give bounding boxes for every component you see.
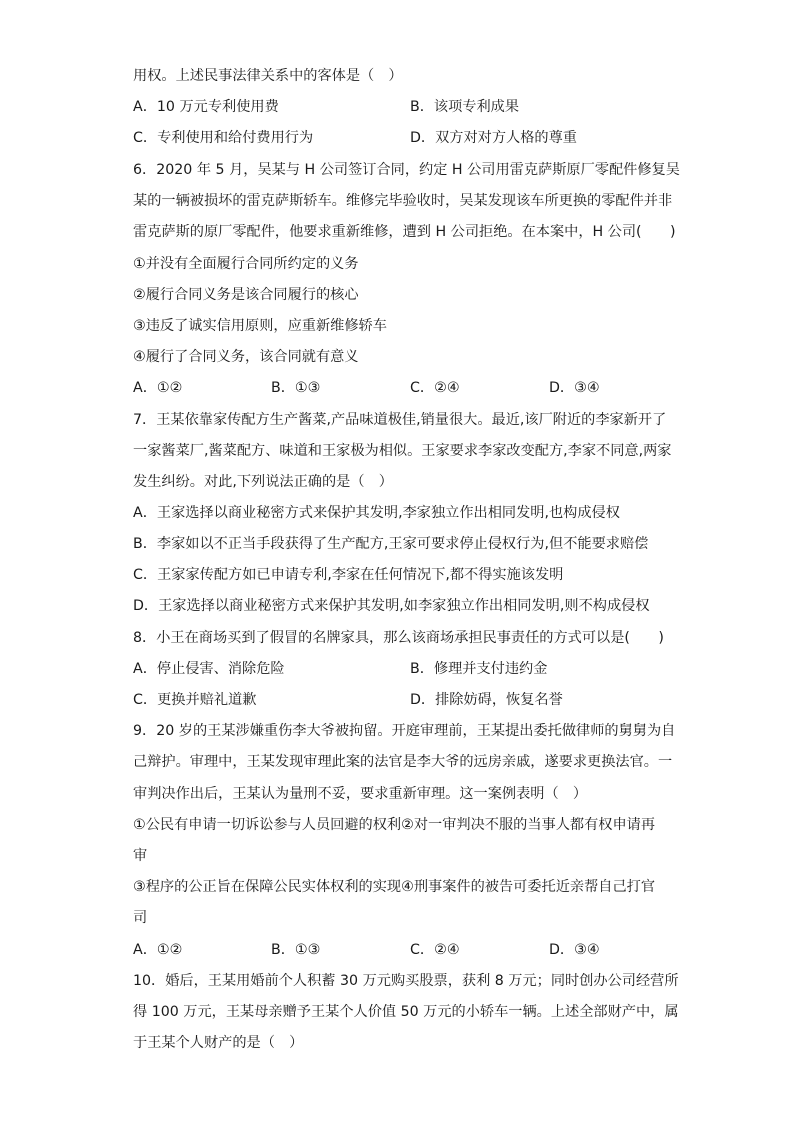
q6-statement-1: ①并没有全面履行合同所约定的义务 bbox=[133, 256, 359, 272]
q6-statement-2: ②履行合同义务是该合同履行的核心 bbox=[133, 287, 359, 303]
q6-stem-line-1: 6．2020 年 5 月，吴某与 H 公司签订合同，约定 H 公司用雷克萨斯原厂零配件修复吴 bbox=[133, 162, 680, 178]
q7-option-d: D．王家选择以商业秘密方式来保护其发明,如李家独立作出相同发明,则不构成侵权 bbox=[133, 598, 650, 614]
q8-stem: 8．小王在商场买到了假冒的名牌家具，那么该商场承担民事责任的方式可以是( ) bbox=[133, 630, 664, 646]
q7-stem-line-2: 一家酱菜厂,酱菜配方、味道和王家极为相似。王家要求李家改变配方,李家不同意,两家 bbox=[133, 443, 672, 459]
q6-statement-4: ④履行了合同义务，该合同就有意义 bbox=[133, 349, 359, 365]
q5-option-b: B．该项专利成果 bbox=[410, 99, 520, 115]
q8-option-b: B．修理并支付违约金 bbox=[410, 661, 548, 677]
q10-stem-line-2: 得 100 万元，王某母亲赠予王某个人价值 50 万元的小轿车一辆。上述全部财产中，属 bbox=[133, 1004, 679, 1020]
q7-stem-line-1: 7．王某依靠家传配方生产酱菜,产品味道极佳,销量很大。最近,该厂附近的李家新开了 bbox=[133, 412, 667, 428]
q6-stem-line-2: 某的一辆被损坏的雷克萨斯轿车。维修完毕验收时，吴某发现该车所更换的零配件并非 bbox=[133, 193, 673, 209]
q7-option-c: C．王家家传配方如已申请专利,李家在任何情况下,都不得实施该发明 bbox=[133, 567, 564, 583]
q8-option-a: A．停止侵害、消除危险 bbox=[133, 661, 285, 677]
q10-stem-line-3: 于王某个人财产的是（ ） bbox=[133, 1035, 304, 1051]
q6-stem-line-3: 雷克萨斯的原厂零配件，他要求重新维修，遭到 H 公司拒绝。在本案中，H 公司( ) bbox=[133, 224, 676, 240]
q9-option-c: C．②④ bbox=[410, 942, 460, 958]
q9-option-a: A．①② bbox=[133, 942, 183, 958]
q5-option-d: D．双方对对方人格的尊重 bbox=[410, 130, 577, 146]
q9-statements-1-2: ①公民有申请一切诉讼参与人员回避的权利②对一审判决不服的当事人都有权申请再 bbox=[133, 817, 656, 833]
q6-option-c: C．②④ bbox=[410, 380, 460, 396]
q9-option-b: B．①③ bbox=[271, 942, 321, 958]
q5-option-a: A．10 万元专利使用费 bbox=[133, 99, 279, 115]
q9-statements-3-4: ③程序的公正旨在保障公民实体权利的实现④刑事案件的被告可委托近亲帮自己打官 bbox=[133, 879, 656, 895]
q8-option-c: C．更换并赔礼道歉 bbox=[133, 692, 257, 708]
q5-option-c: C．专利使用和给付费用行为 bbox=[133, 130, 314, 146]
q6-option-a: A．①② bbox=[133, 380, 183, 396]
q7-option-a: A．王家选择以商业秘密方式来保护其发明,李家独立作出相同发明,也构成侵权 bbox=[133, 505, 620, 521]
q9-stem-line-1: 9．20 岁的王某涉嫌重伤李大爷被拘留。开庭审理前，王某提出委托做律师的舅舅为自 bbox=[133, 723, 676, 739]
q9-stem-line-2: 己辩护。审理中，王某发现审理此案的法官是李大爷的远房亲戚，遂要求更换法官。一 bbox=[133, 754, 673, 770]
q9-stem-line-3: 审判决作出后，王某认为量刑不妥，要求重新审理。这一案例表明（ ） bbox=[133, 786, 588, 802]
q6-option-d: D．③④ bbox=[549, 380, 600, 396]
q9-statements-1-2-cont: 审 bbox=[133, 848, 148, 864]
q6-option-b: B．①③ bbox=[271, 380, 321, 396]
question-5-stem-end: 用权。上述民事法律关系中的客体是（ ） bbox=[133, 68, 403, 84]
q9-statements-3-4-cont: 司 bbox=[133, 910, 148, 926]
q10-stem-line-1: 10．婚后，王某用婚前个人积蓄 30 万元购买股票，获利 8 万元；同时创办公司经营所 bbox=[133, 973, 679, 989]
q8-option-d: D．排除妨碍，恢复名誉 bbox=[410, 692, 563, 708]
q7-option-b: B．李家如以不正当手段获得了生产配方,王家可要求停止侵权行为,但不能要求赔偿 bbox=[133, 536, 649, 552]
q9-option-d: D．③④ bbox=[549, 942, 600, 958]
q6-statement-3: ③违反了诚实信用原则，应重新维修轿车 bbox=[133, 318, 387, 334]
q7-stem-line-3: 发生纠纷。对此,下列说法正确的是（ ） bbox=[133, 474, 393, 490]
